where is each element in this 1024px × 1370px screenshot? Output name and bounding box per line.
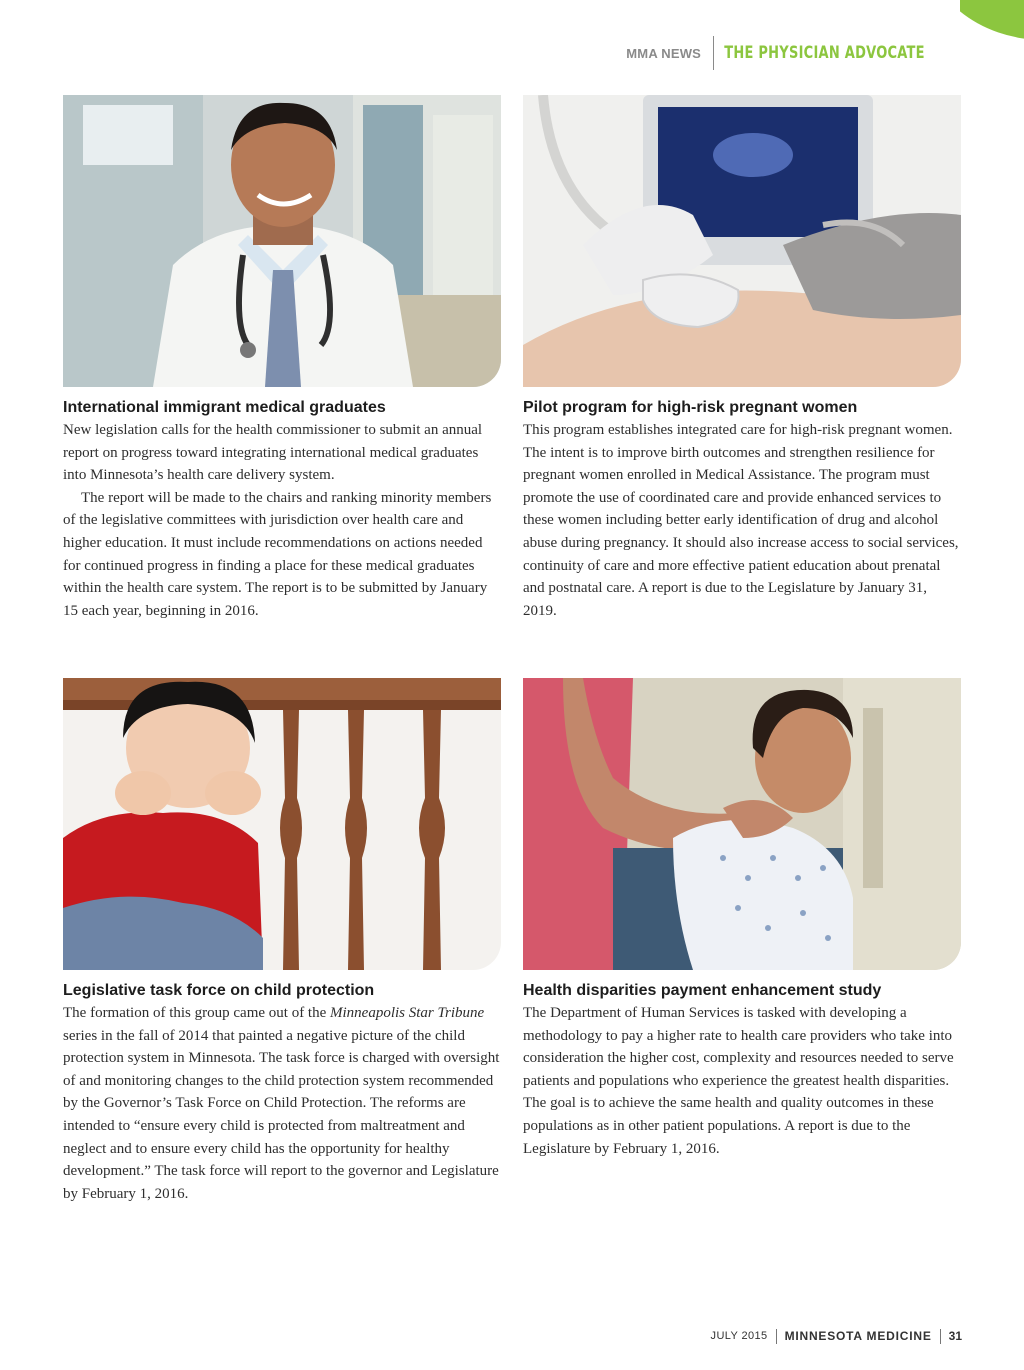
article-title: International immigrant medical graduates xyxy=(63,399,386,416)
issue-date: JULY 2015 xyxy=(710,1330,768,1342)
header-section: MMA NEWS xyxy=(626,45,702,61)
page-header xyxy=(626,36,962,70)
article-paragraph: This program establishes integrated care for high-risk pregnant women. The intent is to improve birth outcomes and strengthen resilience for pregnant women enrolled in Medical Assistance. The program must promote the use of coordinated care and provide enhanced services to these women including better early identification of drug and alcohol abuse during pregnancy. It should also increase access to social services, continuity of care and more effective patient education about prenatal and postnatal care. A report is due to the Legislature by January 31, 2019. xyxy=(523,422,959,619)
article-immigrant-graduates xyxy=(63,95,501,622)
page-footer xyxy=(711,1326,962,1346)
doctor-photo xyxy=(63,95,501,387)
article-health-disparities xyxy=(523,678,961,1160)
header-title: THE PHYSICIAN ADVOCATE xyxy=(724,43,925,63)
article-paragraph: New legislation calls for the health commissioner to submit an annual report on progress toward integrating international medical graduates into Minnesota’s health care delivery system. xyxy=(63,422,483,484)
article-paragraph xyxy=(63,1002,501,1205)
paragraph-text-after: series in the fall of 2014 that painted a negative picture of the child protection system in Minnesota. The task force is charged with oversight of and monitoring changes to the child protection system recommended by the Governor’s Task Force on Child Protection. The reforms are intended to “ensure every child is protected from maltreatment and neglect and to ensure every child has the opportunity for healthy development.” The task force will report to the governor and Legislature by February 1, 2016. xyxy=(63,1027,500,1202)
article-paragraph: The Department of Human Services is tasked with developing a methodology to pay a higher rate to health care providers who take into consideration the higher cost, complexity and resources needed to serve patients and populations who experience the greatest health disparities. The goal is to achieve the same health and quality outcomes in these populations as in other patient populations. A report is due to the Legislature by February 1, 2016. xyxy=(523,1005,954,1157)
article-child-protection xyxy=(63,678,501,1205)
ultrasound-photo xyxy=(523,95,961,387)
article-title: Health disparities payment enhancement study xyxy=(523,982,882,999)
corner-swoosh-decoration xyxy=(960,0,1024,50)
article-paragraph: The report will be made to the chairs and ranking minority members of the legislative committees with jurisdiction over health care and higher education. It must include recommendations on actions needed for continued progress in finding a place for these medical graduates within the health care system. The report is to be submitted by January 15 each year, beginning in 2016. xyxy=(63,489,492,619)
page-number: 31 xyxy=(948,1329,962,1343)
article-pregnant-women-pilot xyxy=(523,95,961,622)
magazine-name: MINNESOTA MEDICINE xyxy=(784,1329,932,1343)
newspaper-name: Minneapolis Star Tribune xyxy=(330,1005,485,1021)
child-photo xyxy=(63,678,501,970)
wheelchair-photo xyxy=(523,678,961,970)
article-title: Legislative task force on child protection xyxy=(63,982,375,999)
article-title: Pilot program for high-risk pregnant women xyxy=(523,399,858,416)
paragraph-text-before: The formation of this group came out of the xyxy=(63,1005,331,1021)
